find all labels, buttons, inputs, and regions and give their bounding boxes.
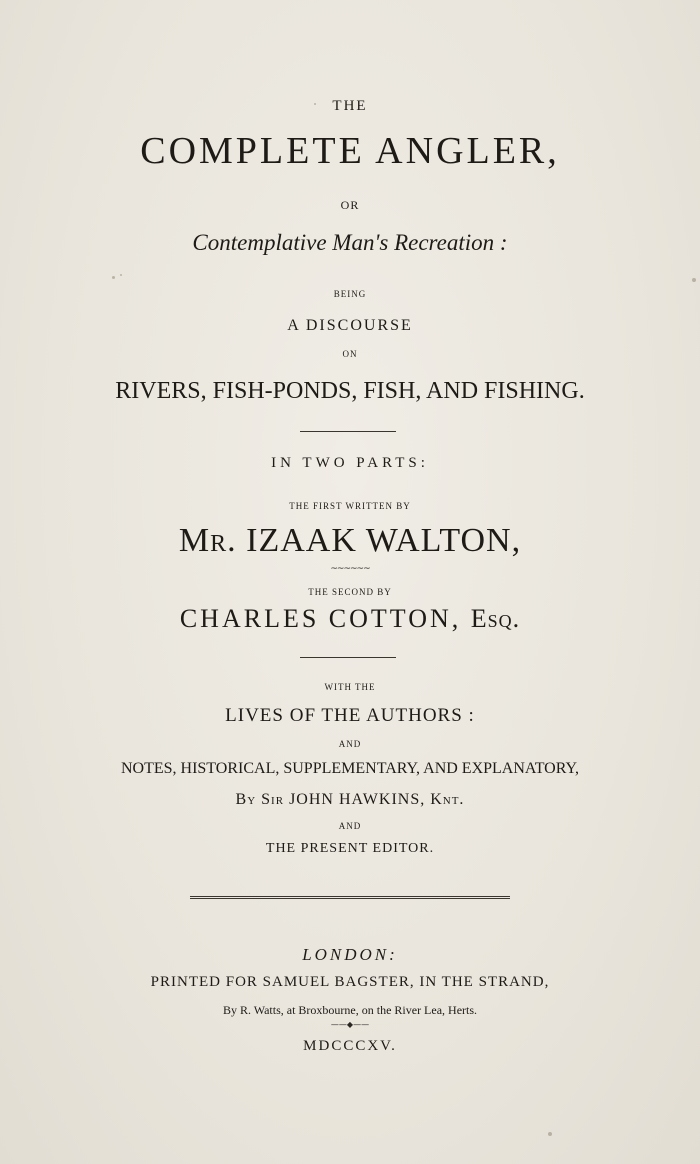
hawkins-name: JOHN HAWKINS, — [289, 791, 426, 808]
hawkins-line — [0, 792, 700, 808]
paper-speck — [112, 276, 115, 279]
subtitle: Contemplative Man's Recreation : — [192, 230, 508, 255]
dash-ornament: ——◆—— — [330, 1020, 370, 1029]
hawkins-suffix: Knt. — [430, 791, 465, 808]
author1-prefix: Mr. — [178, 522, 237, 559]
paper-speck — [692, 278, 696, 282]
author2-line — [0, 606, 700, 632]
title-parts: IN TWO PARTS: — [271, 455, 429, 471]
author1-line — [0, 524, 700, 558]
title-and-2: AND — [338, 821, 362, 831]
notes-line: NOTES, HISTORICAL, SUPPLEMENTARY, AND EXPLANATORY, — [120, 760, 580, 777]
wave-ornament: ~~~~~~ — [330, 564, 370, 574]
printed-for: PRINTED FOR SAMUEL BAGSTER, IN THE STRAND, — [150, 974, 550, 990]
author2-name: CHARLES COTTON, — [179, 604, 462, 633]
title-and-1: AND — [338, 739, 362, 749]
paper-speck — [548, 1132, 552, 1136]
title-subject: RIVERS, FISH-PONDS, FISH, AND FISHING. — [115, 378, 585, 404]
title-discourse: A DISCOURSE — [287, 317, 413, 334]
present-editor: THE PRESENT EDITOR. — [265, 841, 435, 856]
hawkins-prefix: By Sir — [235, 791, 285, 808]
printer-line: By R. Watts, at Broxbourne, on the River Lea, Herts. — [222, 1003, 478, 1017]
divider-rule — [300, 431, 396, 432]
title-being: BEING — [333, 289, 367, 299]
paper-speck — [120, 274, 122, 276]
lives-of-authors: LIVES OF THE AUTHORS : — [225, 705, 475, 726]
main-title: COMPLETE ANGLER, — [140, 130, 560, 172]
imprint-year: MDCCCXV. — [303, 1038, 397, 1054]
divider-rule — [300, 657, 396, 658]
double-rule — [190, 896, 510, 899]
author1-name: IZAAK WALTON, — [246, 522, 522, 559]
first-written-by: THE FIRST WRITTEN BY — [289, 501, 411, 511]
title-the: THE — [332, 98, 368, 114]
with-the: WITH THE — [324, 682, 376, 692]
second-by: THE SECOND BY — [308, 587, 392, 597]
imprint-city: LONDON: — [302, 945, 398, 964]
author2-suffix: Esq. — [470, 604, 521, 633]
title-on: ON — [342, 349, 358, 359]
title-or: OR — [340, 198, 360, 212]
